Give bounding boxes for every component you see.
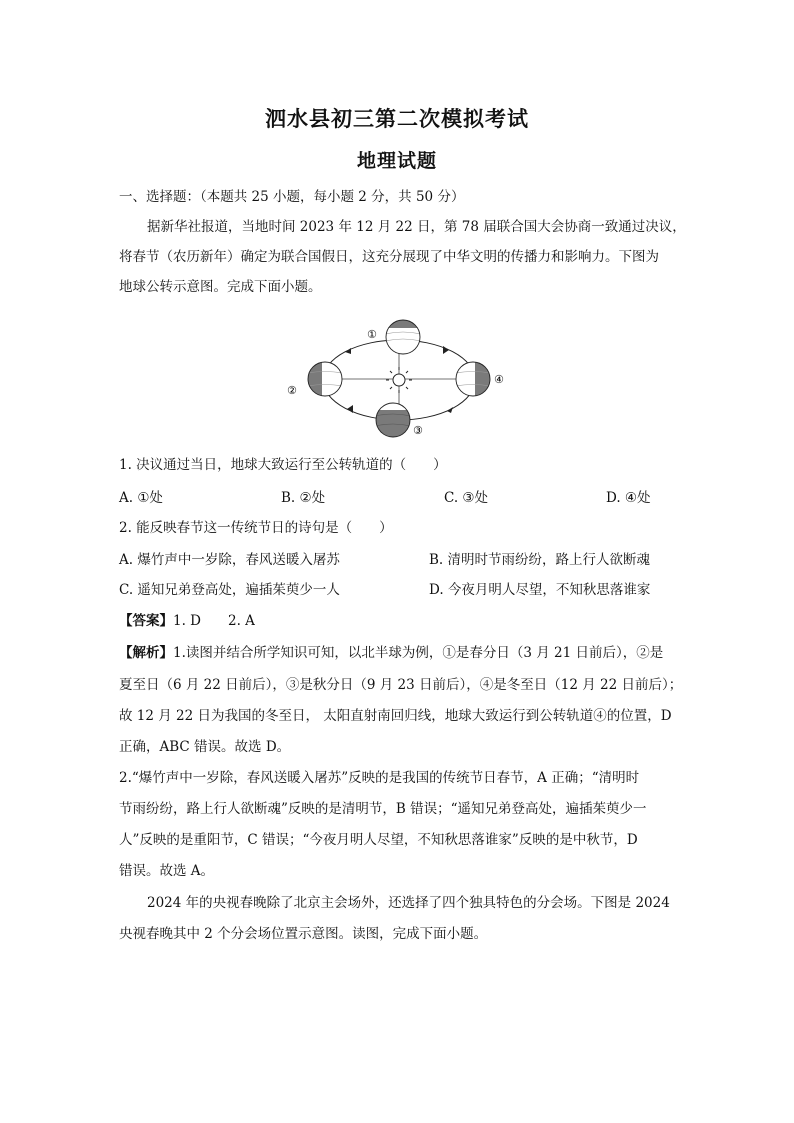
answer-line (119, 611, 255, 631)
label-1: ① (367, 328, 377, 341)
q1-option-c: C. ③处 (444, 490, 489, 506)
intro1-line-3: 地球公转示意图。完成下面小题。 (119, 279, 322, 295)
answer-label: 【答案】 (119, 613, 173, 629)
section-header: 一、选择题：（本题共 25 小题，每小题 2 分，共 50 分） (119, 189, 465, 205)
q1-option-b: B. ②处 (281, 490, 326, 506)
q1-option-a: A. ①处 (119, 490, 163, 506)
intro2-line-1: 2024 年的央视春晚除了北京主会场外，还选择了四个独具特色的分会场。下图是 2024 (147, 895, 670, 911)
intro1-line-1: 据新华社报道，当地时间 2023 年 12 月 22 日，第 78 届联合国大会协商一致通过决议， (147, 219, 686, 235)
analysis2-line-4: 错误。故选 A。 (119, 863, 215, 879)
q2-option-c: C. 遥知兄弟登高处，遍插茱萸少一人 (119, 582, 340, 598)
intro2-line-2: 央视春晚其中 2 个分会场位置示意图。读图，完成下面小题。 (119, 926, 488, 942)
label-4: ④ (494, 373, 504, 386)
q1-stem: 1. 决议通过当日，地球大致运行至公转轨道的（ ） (119, 457, 447, 473)
q2-stem: 2. 能反映春节这一传统节日的诗句是（ ） (119, 520, 393, 536)
label-2: ② (287, 384, 297, 397)
earth-1 (385, 319, 421, 355)
analysis1-line-1 (119, 643, 663, 663)
earth-4 (455, 361, 491, 397)
intro1-line-2: 将春节（农历新年）确定为联合国假日，这充分展现了中华文明的传播力和影响力。下图为 (119, 249, 659, 265)
q1-option-d: D. ④处 (606, 490, 651, 506)
analysis2-line-3: 人”反映的是重阳节，C 错误；“今夜月明人尽望，不知秋思落谁家”反映的是中秋节，D (119, 832, 638, 848)
subject-title: 地理试题 (356, 150, 437, 172)
analysis2-line-2: 节雨纷纷，路上行人欲断魂”反映的是清明节，B 错误；“遥知兄弟登高处，遍插茱萸少一 (119, 801, 647, 817)
analysis1-text-1: 1.读图并结合所学知识可知，以北半球为例，①是春分日（3 月 21 日前后），②是 (173, 645, 664, 661)
q2-option-d: D. 今夜月明人尽望，不知秋思落谁家 (429, 582, 651, 598)
analysis1-line-3: 故 12 月 22 日为我国的冬至日， 太阳直射南回归线，地球大致运行到公转轨道④的位置，D (119, 708, 672, 724)
q2-option-a: A. 爆竹声中一岁除，春风送暖入屠苏 (119, 552, 340, 568)
q2-option-b: B. 清明时节雨纷纷，路上行人欲断魂 (429, 552, 651, 568)
analysis2-line-1: 2.“爆竹声中一岁除，春风送暖入屠苏”反映的是我国的传统节日春节，A 正确；“清明时 (119, 770, 640, 786)
analysis1-line-4: 正确，ABC 错误。故选 D。 (119, 739, 291, 755)
label-3: ③ (413, 424, 423, 437)
earth-3 (375, 402, 411, 438)
exam-title: 泗水县初三第二次模拟考试 (265, 106, 529, 131)
earth-2 (307, 361, 343, 397)
analysis1-line-2: 夏至日（6 月 22 日前后），③是秋分日（9 月 23 日前后），④是冬至日（12 月 22 日前后）； (119, 677, 683, 693)
earth-revolution-diagram (285, 310, 515, 442)
answer-text: 1. D 2. A (173, 613, 255, 629)
analysis-label: 【解析】 (119, 645, 173, 661)
